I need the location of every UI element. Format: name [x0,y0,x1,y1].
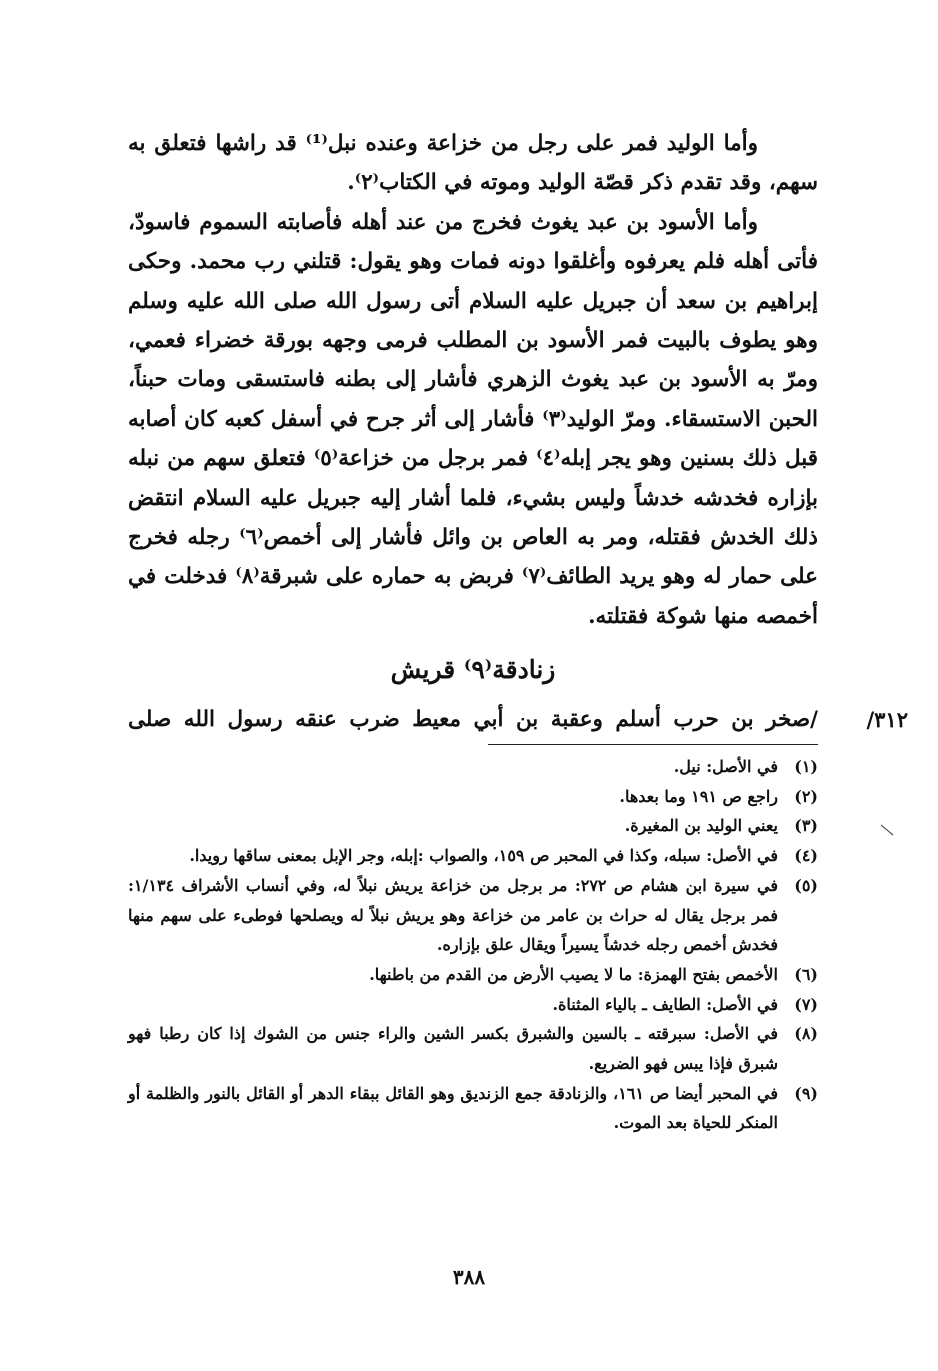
paragraph-1: وأما الوليد فمر على رجل من خزاعة وعنده نبل⁽¹⁾ قد راشها فتعلق به سهم، وقد تقدم ذكر قصّة الوليد وموته في الكتاب⁽٢⁾. [128,131,818,196]
footnote-number: (٨) [794,1024,818,1044]
footnote-text: في المحبر أيضا ص ١٦١، والزنادقة جمع الزنديق وهو القائل ببقاء الدهر أو القائل بالنور والظلمة أو المنكر للحياة بعد الموت. [128,1083,778,1133]
footnote [128,1019,818,1078]
footnote-number: (٥) [794,875,818,895]
footnote [128,752,818,782]
footnote-text: في الأصل: سبرقته ـ بالسين والشبرق بكسر الشين والراء جنس من الشوك إذا كان رطبا فهو شبرق فإذا يبس فهو الضريع. [128,1024,779,1074]
scan-mark-icon [880,824,894,836]
footnote [128,990,818,1020]
footnote [128,1079,818,1138]
margin-folio-number: ٣١٢/ [866,707,908,732]
footnote-text: الأخمص بفتح الهمزة: ما لا يصيب الأرض من القدم من باطنها. [369,964,778,984]
footnote-number: (٩) [794,1083,818,1103]
footnote [128,841,818,871]
footnote [128,811,818,841]
footnote [128,871,818,960]
page-number: ٣٨٨ [452,1265,486,1289]
footnote-text: في الأصل: نيل. [673,757,778,776]
footnote-number: (١) [794,757,818,776]
footnotes [128,752,818,1138]
footnote-text: يعني الوليد بن المغيرة. [624,816,778,836]
section-heading: زنادقة⁽٩⁾ قريش [390,655,556,684]
paragraph-2: وأما الأسود بن عبد يغوث فخرج من عند أهله فأصابته السموم فاسودّ، فأتى أهله فلم يعرفوه وأغلقوا دونه فمات وهو يقول: قتلني رب محمد. وحكى إبراهيم بن سعد أن جبريل عليه السلام أتى رسول الله صلى الله عليه وسلم وهو يطوف بالبيت فمر الأسود بن المطلب فرمى وجهه بورقة خضراء فعمي، ومرّ به الأسود بن عبد يغوث الزهري فأشار إلى بطنه فاستسقى ومات حبناً، الحبن الاستسقاء. ومرّ الوليد⁽٣⁾ فأشار إلى أثر جرح في أسفل كعبه كان أصابه قبل ذلك بسنين وهو يجر إبله⁽٤⁾ فمر برجل من خزاعة⁽٥⁾ فتعلق سهم من نبله بإزاره فخدشه خدشاً وليس بشيء، فلما أشار إليه جبريل عليه السلام انتقض ذلك الخدش فقتله، ومر به العاص بن وائل فأشار إلى أخمص⁽٦⁾ رجله فخرج على حمار له وهو يريد الطائف⁽٧⁾ فربض به حماره على شبرقة⁽٨⁾ فدخلت في أخمصه منها شوكة فقتلته. [128,209,818,629]
footnote-number: (٤) [794,846,818,866]
footnote-text: راجع ص ١٩١ وما بعدها. [619,786,778,806]
footnote-text: في الأصل: سبله، وكذا في المحبر ص ١٥٩، والصواب :إبله، وجر الإبل بمعنى ساقها رويدا. [189,846,778,866]
footnote-number: (٦) [794,964,818,984]
footnote-number: (٣) [794,816,818,836]
footnote-separator [488,744,818,745]
footnote-number: (٢) [794,786,818,806]
footnote-number: (٧) [794,994,818,1014]
main-text [128,124,818,636]
footnote-text: في الأصل: الطايف ـ بالياء المثناة. [552,994,778,1014]
footnote [128,782,818,812]
footnote-text: في سيرة ابن هشام ص ٢٧٢: مر برجل من خزاعة يريش نبلاً له، وفي أنساب الأشراف ١/١٣٤: فمر برجل يقال له حراث بن عامر من خزاعة وهو يريش نبلاً له ويصلحها فوطىء على سهم منها فخدش أخمص رجله خدشاً يسيراً ويقال علق بإزاره. [128,875,779,955]
continuation-line: /صخر بن حرب أسلم وعقبة بن أبي معيط ضرب عنقه رسول الله صلى [128,707,818,732]
footnote [128,960,818,990]
